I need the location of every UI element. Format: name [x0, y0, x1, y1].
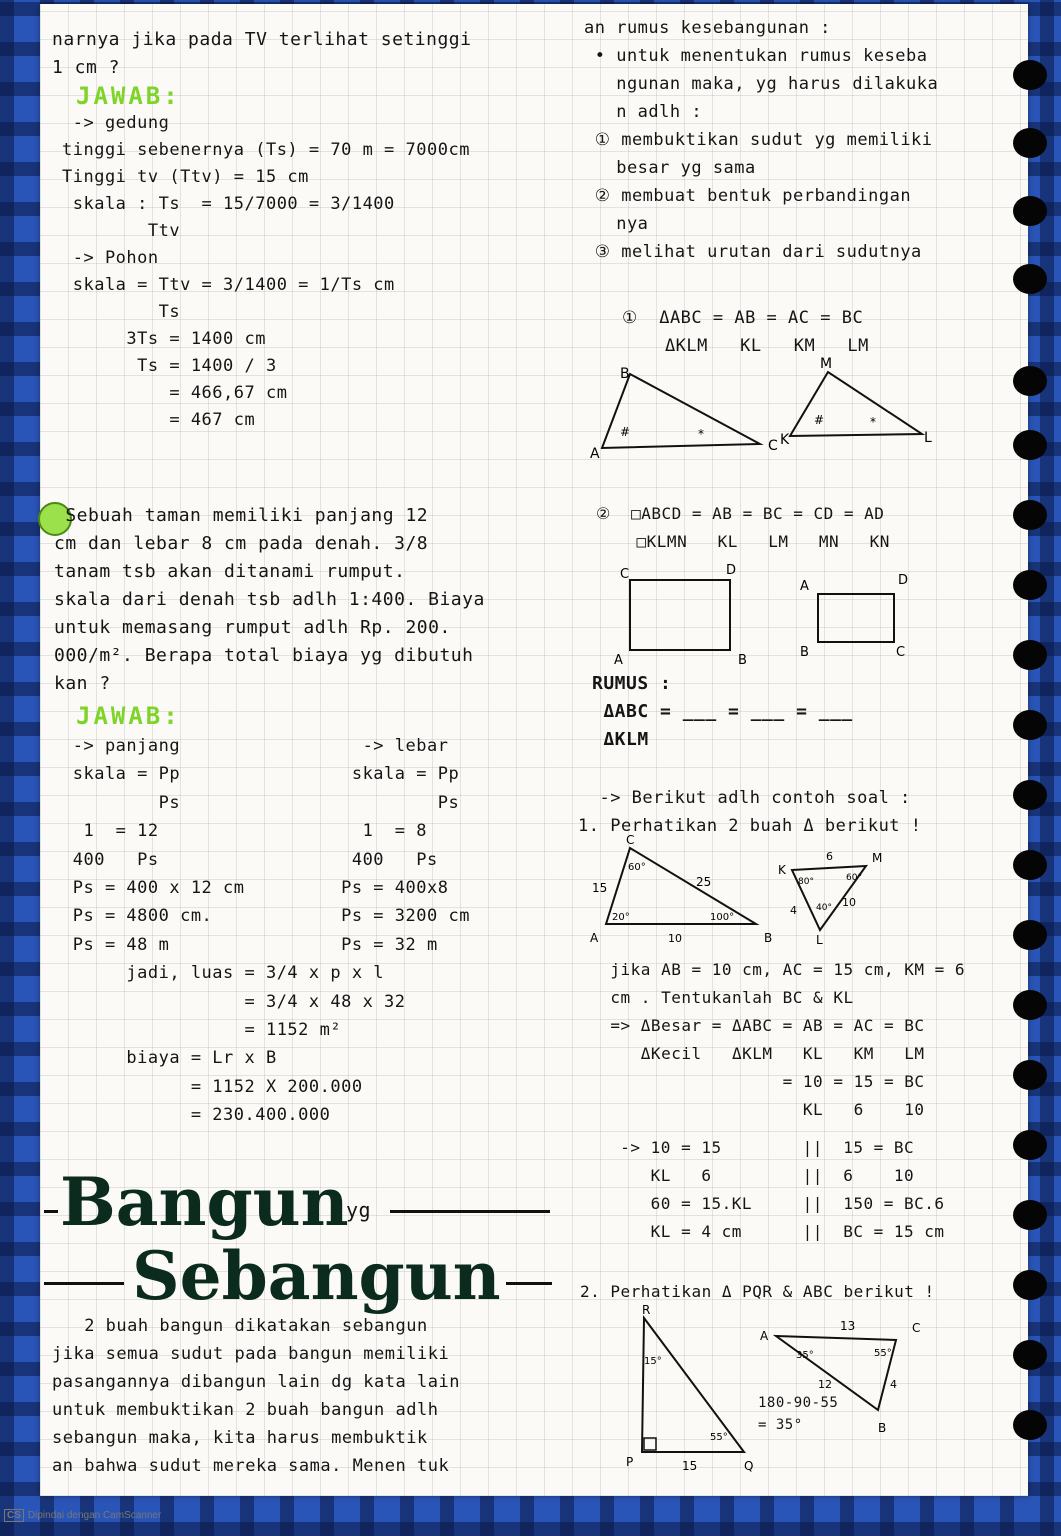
scanner-footer	[0, 1510, 161, 1521]
label-d: D	[898, 573, 909, 588]
side-kl: 4	[790, 904, 797, 917]
side-lm: 10	[842, 896, 856, 909]
angle-mark: #	[814, 413, 825, 427]
angle-calculation: 180-90-55 = 35°	[758, 1395, 839, 1433]
label-b: B	[878, 1421, 887, 1435]
title-bangun: Bangun	[60, 1163, 349, 1241]
example-1-triangles	[590, 833, 890, 947]
jawab-label-2: JAWAB:	[76, 702, 181, 730]
binder-hole	[1013, 1060, 1047, 1090]
title-yg: yg	[346, 1198, 372, 1222]
binder-hole	[1013, 1130, 1047, 1160]
label-d: D	[726, 563, 737, 578]
rectangle-abcd	[630, 580, 730, 650]
binder-hole	[1013, 264, 1047, 294]
jawab-label: JAWAB:	[76, 82, 181, 110]
angle-m: 60°	[846, 873, 862, 883]
example-1-text: jika AB = 10 cm, AC = 15 cm, KM = 6 cm . Tentukanlah BC & KL => ΔBesar = ΔABC = AB = AC = BC ΔKecil ΔKLM KL KM LM = 10 = 15 = BC KL 6 10	[610, 960, 966, 1119]
angle-mark: *	[870, 415, 876, 429]
formula-triangle: ① ΔABC = AB = AC = BC ΔKLM KL KM LM	[622, 308, 869, 356]
example-intro: -> Berikut adlh contoh soal : 1. Perhatikan 2 buah Δ berikut !	[578, 788, 922, 836]
label-c: C	[768, 438, 778, 454]
label-a: A	[760, 1329, 769, 1343]
binder-hole	[1013, 1200, 1047, 1230]
example-2-triangles	[620, 1303, 940, 1473]
binder-hole	[1013, 920, 1047, 950]
label-a: A	[590, 446, 600, 462]
label-r: R	[642, 1303, 651, 1317]
label-l: L	[816, 933, 823, 947]
binder-hole	[1013, 990, 1047, 1020]
label-a: A	[614, 653, 623, 668]
label-c: C	[912, 1321, 921, 1335]
side-km: 6	[826, 850, 833, 863]
angle-mark: *	[698, 427, 704, 441]
label-a: A	[800, 579, 809, 594]
binder-hole	[1013, 710, 1047, 740]
label-a: A	[590, 931, 599, 945]
side-bc: 25	[696, 875, 712, 889]
angle-r: 15°	[644, 1356, 662, 1367]
rumus-text: RUMUS : ΔABC = ___ = ___ = ___ ΔKLM	[592, 673, 853, 750]
definition-text: 2 buah bangun dikatakan sebangun jika semua sudut pada bangun memiliki pasangannya dibangun lain dg kata lain untuk membuktikan 2 buah bangun adlh sebangun maka, kita harus membuktik an bahwa sudut mereka sama. Menen tuk	[52, 1316, 460, 1476]
label-k: K	[780, 432, 790, 448]
binder-hole	[1013, 366, 1047, 396]
triangle-klm	[790, 372, 922, 436]
binder-hole	[1013, 1410, 1047, 1440]
binder-hole	[1013, 1340, 1047, 1370]
similar-triangles-figure	[590, 356, 950, 464]
binder-hole	[1013, 430, 1047, 460]
title-underline-2	[44, 1282, 124, 1285]
title-underline-3	[506, 1282, 552, 1285]
label-c: C	[626, 833, 635, 847]
title-underline-1	[390, 1210, 550, 1213]
angle-a: 20°	[612, 912, 630, 923]
side-ac: 15	[592, 881, 608, 895]
label-q: Q	[744, 1459, 754, 1473]
scanner-logo: CS	[4, 1509, 24, 1522]
angle-c: 55°	[874, 1348, 892, 1359]
label-k: K	[778, 863, 786, 877]
rules-text: an rumus kesebangunan : • untuk menentukan rumus keseba ngunan maka, yg harus dilakuka n adlh : ① membuktikan sudut yg memiliki besar yg sama ② membuat bentuk perbandingan nya ③ melihat urutan dari sudutnya	[584, 18, 939, 262]
rectangle-klmn	[818, 594, 894, 642]
angle-c: 60°	[628, 862, 646, 873]
triangle-pqr	[642, 1318, 744, 1452]
angle-b: 100°	[710, 912, 735, 923]
right-angle-mark	[644, 1438, 656, 1450]
label-b: B	[620, 366, 630, 382]
label-b: B	[764, 931, 773, 945]
problem-5-text: Sebuah taman memiliki panjang 12 cm dan lebar 8 cm pada denah. 3/8 tanam tsb akan ditanami rumput. skala dari denah tsb adlh 1:400. Biaya untuk memasang rumput adlh Rp. 200. 000/m². Berapa total biaya yg dibutuh kan ?	[54, 505, 485, 694]
left-top-text: narnya jika pada TV terlihat setinggi 1 cm ?	[52, 29, 472, 78]
binder-hole	[1013, 850, 1047, 880]
label-p: P	[626, 1455, 634, 1469]
angle-mark: #	[620, 425, 631, 439]
binder-hole	[1013, 196, 1047, 226]
solution-1: -> gedung tinggi sebenernya (Ts) = 70 m = 7000cm Tinggi tv (Ttv) = 15 cm skala : Ts = 15/7000 = 3/1400 Ttv -> Pohon skala = Ttv = 3/1400 = 1/Ts cm Ts 3Ts = 1400 cm Ts = 1400 / 3 = 466,67 cm = 467 cm	[62, 113, 470, 430]
angle-q: 55°	[710, 1432, 728, 1443]
binder-hole	[1013, 500, 1047, 530]
binder-hole	[1013, 570, 1047, 600]
label-m: M	[820, 356, 833, 372]
similar-rectangles-figure	[612, 563, 912, 670]
side-ab: 12	[818, 1378, 832, 1391]
title-sebangun: Sebangun	[132, 1237, 501, 1315]
formula-rectangle: ② □ABCD = AB = BC = CD = AD □KLMN KL LM MN KN	[596, 504, 890, 551]
angle-k: 80°	[798, 877, 814, 887]
example-1-solution: -> 10 = 15 || 15 = BC KL 6 || 6 10 60 = 15.KL || 150 = BC.6 KL = 4 cm || BC = 15 cm	[620, 1138, 945, 1241]
label-c: C	[620, 567, 630, 582]
side-ab: 10	[668, 932, 682, 945]
side-bc: 4	[890, 1378, 897, 1391]
label-b: B	[738, 653, 747, 668]
side-pq: 15	[682, 1459, 698, 1473]
binder-hole	[1013, 1270, 1047, 1300]
binder-hole	[1013, 640, 1047, 670]
angle-l: 40°	[816, 903, 832, 913]
binder-hole	[1013, 780, 1047, 810]
label-m: M	[872, 851, 883, 865]
scanner-footer-text: Dipindai dengan CamScanner	[27, 1510, 162, 1521]
binder-hole	[1013, 128, 1047, 158]
title-underline-left	[44, 1210, 58, 1213]
label-b: B	[800, 645, 809, 660]
side-ac: 13	[840, 1319, 856, 1333]
example-2-text: 2. Perhatikan Δ PQR & ABC berikut !	[580, 1282, 935, 1301]
label-l: L	[924, 430, 932, 446]
label-c: C	[896, 645, 906, 660]
angle-a: 35°	[796, 1350, 814, 1361]
binder-hole	[1013, 60, 1047, 90]
solution-2: -> panjang -> lebar skala = Pp skala = Pp Ps Ps 1 = 12 1 = 8 400 Ps 400 Ps Ps = 400 x 12 cm Ps = 400x8 Ps = 4800 cm. Ps = 3200 cm Ps = 48 m Ps = 32 m jadi, luas = 3/4 x p x l = 3/4 x 48 x 32 = 1152 m² biaya = Lr x B = 1152 X 200.000 = 230.400.000	[72, 736, 470, 1126]
